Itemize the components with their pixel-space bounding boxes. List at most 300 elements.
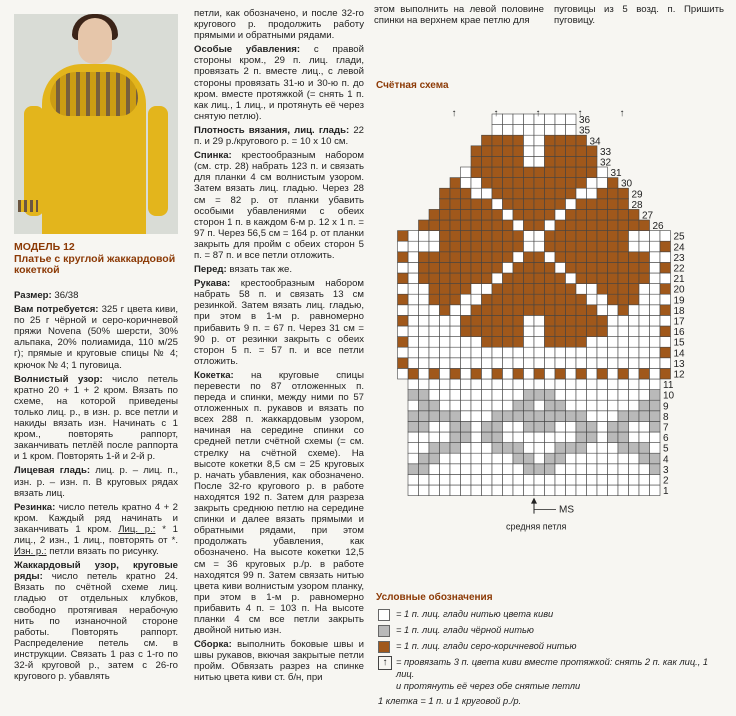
chart-cell (471, 379, 482, 390)
chart-cell (461, 411, 472, 422)
chart-cell (555, 326, 566, 337)
chart-cell (440, 358, 451, 369)
chart-cell (419, 252, 430, 263)
chart-cell (587, 294, 598, 305)
chart-cell (534, 220, 545, 231)
chart-cell (597, 252, 608, 263)
row-label: 19 (673, 295, 685, 307)
chart-cell (545, 337, 556, 348)
chart-cell (524, 178, 535, 189)
chart-cell (492, 188, 503, 199)
chart-cell (429, 209, 440, 220)
chart-cell (534, 390, 545, 401)
chart-cell (629, 464, 640, 475)
chart-cell (471, 443, 482, 454)
chart-cell (608, 262, 619, 273)
chart-cell (450, 368, 461, 379)
chart-cell (597, 188, 608, 199)
chart-cell (545, 432, 556, 443)
chart-cell (429, 337, 440, 348)
decrease-arrow-icon: ↑ (535, 108, 541, 119)
legend-text-black: = 1 п. лиц. глади чёрной нитью (396, 625, 534, 635)
chart-cell (408, 294, 419, 305)
chart-cell (629, 421, 640, 432)
chart-cell (545, 114, 556, 125)
chart-cell (471, 305, 482, 316)
chart-cell (513, 326, 524, 337)
chart-cell (492, 178, 503, 189)
chart-cell (618, 209, 629, 220)
chart-cell (524, 241, 535, 252)
chart-cell (608, 326, 619, 337)
legend-unit-text: 1 клетка = 1 п. и 1 круговой р./р. (378, 696, 522, 706)
chart-cell (566, 464, 577, 475)
chart-cell (608, 358, 619, 369)
chart-cell (461, 209, 472, 220)
row-label: 8 (663, 411, 669, 423)
chart-cell (482, 231, 493, 242)
chart-cell (566, 337, 577, 348)
chart-cell (524, 114, 535, 125)
chart-cell (440, 252, 451, 263)
chart-cell (545, 379, 556, 390)
instructions-col-3 (374, 4, 544, 29)
chart-cell (608, 464, 619, 475)
chart-cell (629, 284, 640, 295)
chart-cell (482, 135, 493, 146)
chart-cell (482, 252, 493, 263)
chart-cell (450, 411, 461, 422)
chart-cell (566, 209, 577, 220)
chart-cell (566, 358, 577, 369)
chart-cell (597, 199, 608, 210)
chart-cell (576, 358, 587, 369)
chart-cell (597, 294, 608, 305)
chart-cell (503, 188, 514, 199)
chart-cell (440, 305, 451, 316)
chart-cell (440, 220, 451, 231)
chart-cell (492, 390, 503, 401)
chart-cell (566, 178, 577, 189)
chart-cell (618, 241, 629, 252)
chart-cell (461, 315, 472, 326)
chart-cell (492, 443, 503, 454)
row-label: 26 (652, 221, 664, 233)
chart-cell (450, 379, 461, 390)
chart-cell (545, 305, 556, 316)
chart-cell (482, 294, 493, 305)
chart-cell (639, 252, 650, 263)
chart-cell (471, 390, 482, 401)
chart-cell (524, 199, 535, 210)
chart-cell (492, 156, 503, 167)
chart-cell (429, 390, 440, 401)
chart-cell (513, 400, 524, 411)
model-photo (14, 14, 178, 234)
chart-cell (534, 453, 545, 464)
chart-cell (408, 231, 419, 242)
chart-cell (555, 220, 566, 231)
chart-cell (482, 209, 493, 220)
chart-cell (450, 453, 461, 464)
chart-cell (461, 421, 472, 432)
chart-cell (419, 220, 430, 231)
chart-cell (629, 411, 640, 422)
chart-cell (524, 390, 535, 401)
chart-cell (492, 326, 503, 337)
chart-cell (492, 146, 503, 157)
chart-cell (429, 464, 440, 475)
chart-cell (461, 231, 472, 242)
chart-cell (566, 146, 577, 157)
chart-cell (639, 474, 650, 485)
chart-cell (555, 358, 566, 369)
chart-cell (555, 432, 566, 443)
chart-cell (545, 315, 556, 326)
chart-cell (618, 326, 629, 337)
chart-cell (482, 464, 493, 475)
chart-cell (618, 273, 629, 284)
chart-cell (429, 305, 440, 316)
row-label: 18 (673, 305, 685, 317)
chart-cell (482, 273, 493, 284)
chart-cell (587, 199, 598, 210)
chart-cell (566, 114, 577, 125)
chart-cell (513, 368, 524, 379)
chart-cell (513, 146, 524, 157)
chart-cell (408, 305, 419, 316)
chart-cell (524, 209, 535, 220)
chart-cell (587, 209, 598, 220)
chart-cell (639, 485, 650, 496)
chart-cell (618, 231, 629, 242)
chart-cell (471, 432, 482, 443)
chart-cell (587, 390, 598, 401)
wave-text: число петель кратно 20 + 1 + 2 кром. Вязать по схеме, на которой приведены только лиц. р., в изн. р. все петли и накиды вязать изн. Начинать с 1 кром., повторять раппорт, заканчивать петлёй после раппорта и 1 кром. Повторять 1-й и 2-й р. (14, 373, 178, 463)
chart-cell (419, 400, 430, 411)
chart-cell (440, 421, 451, 432)
chart-cell (524, 273, 535, 284)
chart-cell (524, 305, 535, 316)
chart-cell (450, 262, 461, 273)
chart-cell (471, 231, 482, 242)
chart-cell (524, 411, 535, 422)
chart-cell (471, 474, 482, 485)
chart-cell (524, 125, 535, 136)
chart-cell (450, 209, 461, 220)
chart-cell (450, 421, 461, 432)
chart-cell (660, 347, 671, 358)
chart-cell (576, 284, 587, 295)
chart-cell (408, 485, 419, 496)
chart-cell (534, 485, 545, 496)
chart-cell (576, 294, 587, 305)
chart-cell (419, 294, 430, 305)
chart-cell (639, 231, 650, 242)
chart-cell (534, 178, 545, 189)
chart-cell (597, 464, 608, 475)
chart-cell (629, 262, 640, 273)
chart-cell (534, 337, 545, 348)
chart-cell (555, 400, 566, 411)
chart-cell (629, 326, 640, 337)
chart-cell (492, 421, 503, 432)
chart-cell (482, 358, 493, 369)
chart-cell (482, 156, 493, 167)
chart-cell (650, 432, 661, 443)
chart-cell (555, 474, 566, 485)
chart-cell (524, 188, 535, 199)
chart-cell (650, 379, 661, 390)
chart-cell (597, 284, 608, 295)
chart-cell (503, 146, 514, 157)
chart-cell (440, 209, 451, 220)
chart-cell (492, 432, 503, 443)
chart-cell (608, 231, 619, 242)
chart-cell (576, 305, 587, 316)
chart-cell (576, 167, 587, 178)
chart-cell (566, 241, 577, 252)
chart-cell (534, 421, 545, 432)
back-text: крестообразным набором (см. стр. 28) набрать 123 п. и связать для планки 4 см волнистым узором. Затем вязать лиц. гладью. Через 28 см = 82 р. от планки убавить особыми убавлениями с обеих сторон 1 п. в каждом 6-м р. 12 х 1 п. = 97 п. Через 56,5 см = 164 р. от планки закрыть для пройм с обеих сторон 5 п. = 87 п. и все петли отложить. (194, 150, 364, 261)
chart-cell (419, 390, 430, 401)
chart-cell (608, 485, 619, 496)
chart-cell (576, 135, 587, 146)
chart-cell (629, 474, 640, 485)
chart-cell (639, 379, 650, 390)
rib-right-row: Лиц. р.: (118, 523, 156, 535)
chart-cell (429, 326, 440, 337)
chart-cell (555, 443, 566, 454)
chart-cell (587, 358, 598, 369)
chart-cell (503, 178, 514, 189)
chart-cell (555, 337, 566, 348)
chart-cell (650, 474, 661, 485)
chart-cell (429, 273, 440, 284)
materials-label: Вам потребуется: (14, 304, 99, 316)
chart-cell (503, 167, 514, 178)
chart-cell (513, 411, 524, 422)
chart-cell (629, 485, 640, 496)
chart-cell (471, 241, 482, 252)
chart-cell (566, 156, 577, 167)
chart-cell (408, 379, 419, 390)
chart-cell (555, 315, 566, 326)
chart-cell (524, 400, 535, 411)
chart-cell (503, 390, 514, 401)
chart-cell (566, 188, 577, 199)
chart-cell (534, 273, 545, 284)
rib-text-3: петли вязать по рисунку. (49, 546, 159, 558)
chart-cell (555, 347, 566, 358)
chart-cell (618, 464, 629, 475)
chart-cell (629, 231, 640, 242)
chart-cell (650, 252, 661, 263)
chart-cell (650, 347, 661, 358)
chart-cell (650, 485, 661, 496)
chart-cell (408, 241, 419, 252)
chart-cell (576, 178, 587, 189)
instructions-col-4 (554, 4, 724, 29)
chart-cell (534, 146, 545, 157)
chart-cell (608, 209, 619, 220)
chart-cell (660, 358, 671, 369)
chart-cell (534, 368, 545, 379)
chart-cell (419, 411, 430, 422)
row-label: 6 (663, 433, 669, 445)
chart-cell (471, 358, 482, 369)
chart-cell (450, 443, 461, 454)
chart-cell (503, 284, 514, 295)
chart-cell (587, 474, 598, 485)
chart-cell (450, 241, 461, 252)
chart-cell (597, 273, 608, 284)
chart-cell (555, 390, 566, 401)
chart-cells (398, 114, 671, 496)
chart-cell (629, 294, 640, 305)
model-label: МОДЕЛЬ 12 (14, 241, 75, 253)
chart-cell (513, 199, 524, 210)
chart-cell (492, 241, 503, 252)
chart-cell (545, 220, 556, 231)
chart-cell (513, 305, 524, 316)
chart-cell (534, 315, 545, 326)
chart-cell (524, 284, 535, 295)
chart-cell (566, 390, 577, 401)
chart-cell (471, 188, 482, 199)
legend (378, 608, 728, 710)
chart-cell (534, 358, 545, 369)
chart-cell (471, 347, 482, 358)
chart-cell (608, 421, 619, 432)
chart-cell (429, 485, 440, 496)
chart-cell (524, 315, 535, 326)
chart-cell (639, 315, 650, 326)
row-label: 34 (589, 136, 601, 148)
chart-cell (492, 464, 503, 475)
chart-cell (566, 411, 577, 422)
chart-cell (471, 273, 482, 284)
chart-cell (503, 305, 514, 316)
chart-cell (576, 337, 587, 348)
chart-cell (597, 209, 608, 220)
chart-cell (450, 315, 461, 326)
chart-cell (545, 156, 556, 167)
chart-cell (618, 199, 629, 210)
chart-cell (618, 474, 629, 485)
chart-cell (587, 485, 598, 496)
chart-cell (524, 379, 535, 390)
chart-cell (629, 432, 640, 443)
chart-cell (650, 337, 661, 348)
chart-cell (513, 284, 524, 295)
row-label: 4 (663, 454, 669, 466)
chart-cell (618, 305, 629, 316)
chart-cell (450, 294, 461, 305)
chart-cell (503, 347, 514, 358)
chart-cell (398, 231, 409, 242)
chart-cell (471, 146, 482, 157)
chart-cell (555, 114, 566, 125)
chart-cell (545, 262, 556, 273)
chart-cell (471, 421, 482, 432)
chart-cell (650, 241, 661, 252)
chart-cell (429, 368, 440, 379)
chart-cell (639, 337, 650, 348)
chart-cell (482, 315, 493, 326)
chart-cell (492, 252, 503, 263)
chart-cell (587, 156, 598, 167)
chart-cell (555, 262, 566, 273)
chart-cell (618, 220, 629, 231)
chart-cell (492, 485, 503, 496)
chart-cell (566, 379, 577, 390)
chart-title: Счётная схема (376, 80, 449, 91)
chart-cell (471, 315, 482, 326)
chart-cell (450, 220, 461, 231)
chart-cell (650, 368, 661, 379)
chart-cell (629, 368, 640, 379)
chart-cell (566, 231, 577, 242)
chart-cell (482, 485, 493, 496)
chart-cell (545, 167, 556, 178)
chart-cell (398, 262, 409, 273)
chart-cell (618, 347, 629, 358)
chart-cell (471, 326, 482, 337)
instructions-col-2 (194, 8, 364, 687)
row-label: 28 (631, 199, 643, 211)
chart-cell (545, 252, 556, 263)
chart-cell (566, 284, 577, 295)
row-label: 15 (673, 337, 685, 349)
chart-cell (639, 421, 650, 432)
yoke-text: на круговые спицы перевести по 87 отложенных п. переда и спинки, между ними по 57 отложенных п. рукавов и вязать по всех 288 п. жаккардовым узором, начиная на середине спинки со средней петли счётной схемы (= см. стрелку на счётной схеме). На высоте кокетки 8,5 см = 25 круговых р. начать убавления, как обозначено. После 32-го кругового р. в работе находятся 192 п. Затем для разреза закрыть среднюю петлю на середине спинки и далее вязать прямыми и обратными рядами, при этом продолжать убавления, как обозначено. На высоте кокетки 12,5 см = 36 круговых р./р. в работе находятся 99 п. Затем связать нитью цвета киви волнистым узором планку, при этом в 1-м р. равномерно прибавить 4 п. = 103 п. На высоте планки 4 см все петли закрыть двойной нитью изн. (194, 369, 364, 637)
chart-cell (408, 273, 419, 284)
chart-cell (398, 347, 409, 358)
chart-cell (524, 167, 535, 178)
chart-cell (629, 241, 640, 252)
chart-cell (513, 231, 524, 242)
legend-item-arrow (378, 656, 728, 692)
chart-cell (650, 453, 661, 464)
chart-cell (513, 315, 524, 326)
row-label: 21 (673, 274, 685, 286)
chart-cell (608, 453, 619, 464)
chart-cell (608, 337, 619, 348)
chart-cell (555, 199, 566, 210)
chart-cell (503, 379, 514, 390)
chart-cell (408, 390, 419, 401)
chart-cell (618, 411, 629, 422)
chart-cell (492, 199, 503, 210)
chart-cell (440, 241, 451, 252)
row-label: 23 (673, 252, 685, 264)
chart-cell (419, 432, 430, 443)
chart-cell (450, 231, 461, 242)
chart-cell (566, 135, 577, 146)
chart-cell (503, 485, 514, 496)
chart-cell (587, 337, 598, 348)
legend-arrow-text-1: = провязать 3 п. цвета киви вместе протяжкой: снять 2 п. как лиц., 1 лиц. (396, 657, 709, 679)
chart-cell (597, 411, 608, 422)
assembly-text: выполнить боковые швы и швы рукавов, вкючая закрытые петли пройм. Обвязать разрез на спинке нитью цвета киви ст. б/н, при (194, 639, 364, 684)
chart-cell (587, 167, 598, 178)
chart-cell (576, 156, 587, 167)
chart-cell (419, 231, 430, 242)
chart-cell (545, 178, 556, 189)
chart-cell (503, 474, 514, 485)
row-label: 20 (673, 284, 685, 296)
